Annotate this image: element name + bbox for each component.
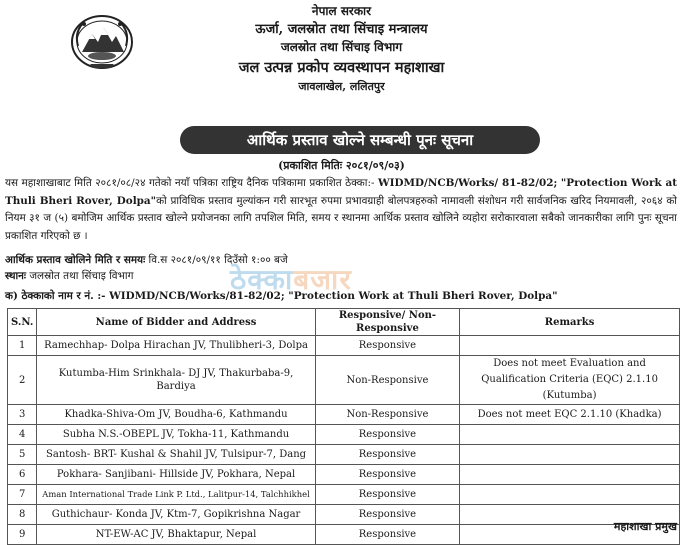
row-sn: 9 [8,525,37,545]
row-sn: 1 [8,336,37,356]
venue-value: जलस्रोत तथा सिंचाइ विभाग [29,270,134,282]
table-row [8,485,680,505]
row-sn: 3 [8,405,37,425]
row-remarks [460,485,680,505]
row-bidder: Kutumba-Him Srinkhala- DJ JV, Thakurbaba-9, Bardiya [37,356,315,405]
opening-label: आर्थिक प्रस्ताव खोलिने मिति र समयः [5,254,146,266]
division-name: जल उत्पन्न प्रकोप व्यवस्थापन महाशाखा [238,59,445,76]
row-bidder: Khadka-Shiva-Om JV, Boudha-6, Kathmandu [37,405,315,425]
paragraph-contract-ref: WIDMD/NCB/Works/ 81-82/02; [377,177,558,189]
notice-paragraph [5,175,677,245]
row-status: Responsive [315,425,459,445]
row-bidder: Ramechhap- Dolpa Hirachan JV, Thulibheri-3, Dolpa [37,336,315,356]
table-row [8,405,680,425]
row-status: Responsive [315,445,459,465]
row-sn: 6 [8,465,37,485]
row-status: Non-Responsive [315,356,459,405]
header-remarks: Remarks [460,309,680,336]
paragraph-contract-name: "Protection Work at Thuli Bheri Rover, Dolpa" [5,177,677,207]
row-bidder: Guthichaur- Konda JV, Ktm-7, Gopikrishna Nagar [37,505,315,525]
row-status: Responsive [315,336,459,356]
watermark-part1: ठेक्का [230,263,294,296]
row-sn: 5 [8,445,37,465]
row-bidder: Pokhara- Sanjibani- Hillside JV, Pokhara, Nepal [37,465,315,485]
table-row [8,336,680,356]
row-remarks [460,445,680,465]
row-remarks: Does not meet Evaluation and Qualification Criteria (EQC) 2.1.10 (Kutumba) [460,356,680,405]
row-status: Non-Responsive [315,405,459,425]
publish-date: (प्रकाशित मितिः २०८१/०९/०३) [278,159,405,172]
table-row [8,525,680,545]
office-header [0,3,683,94]
notice-title-banner: आर्थिक प्रस्ताव खोल्ने सम्बन्धी पूनः सूचना [180,126,540,154]
row-sn: 8 [8,505,37,525]
row-bidder: Santosh- BRT- Kushal & Shahil JV, Tulsipur-7, Dang [37,445,315,465]
row-status: Responsive [315,485,459,505]
row-remarks [460,336,680,356]
contract-line-value: WIDMD/NCB/Works/81-82/02; "Protection Work at Thuli Bheri Rover, Dolpa" [109,290,558,302]
table-row [8,445,680,465]
row-bidder: NT-EW-AC JV, Bhaktapur, Nepal [37,525,315,545]
header-status: Responsive/ Non-Responsive [315,309,459,336]
paragraph-body: को प्राविधिक प्रस्ताव मुल्यांकन गरी सारभूत रुपमा प्रभावग्राही बोलपत्रहरुको नामावली संशोधन गरी सार्वजनिक खरिद नियमावली, २०६४ को नियम ३१ ज (५) बमोजिम आर्थिक प्रस्ताव खोल्ने प्रयोजनका लागि तपशिल मिति, समय र स्थानमा आर्थिक प्रस्ताव खोलिने व्यहोरा सरोकारवाला सबैको जानकारीका लागि पुनः सूचना प्रकाशित गरिएको छ । [5,194,677,242]
contract-line-label: क) ठेक्काको नाम र नं. :- [5,290,106,302]
row-sn: 2 [8,356,37,405]
table-row [8,465,680,485]
table-row [8,505,680,525]
opening-value: वि.स २०८१/०९/११ दिउँसो १:०० बजे [148,254,288,266]
row-bidder: Subha N.S.-OBEPL JV, Tokha-11, Kathmandu [37,425,315,445]
row-sn: 4 [8,425,37,445]
department-name: जलस्रोत तथा सिंचाइ विभाग [280,40,403,54]
signature-title: महाशाखा प्रमुख [613,520,677,533]
contract-line [5,289,558,304]
table-header-row [8,309,680,336]
row-status: Responsive [315,505,459,525]
row-status: Responsive [315,525,459,545]
office-address: जावलाखेल, ललितपुर [298,80,385,93]
header-bidder: Name of Bidder and Address [37,309,315,336]
venue-line [5,269,133,284]
header-sn: S.N. [8,309,37,336]
bidder-table [7,308,680,545]
paragraph-intro: यस महाशाखाबाट मिति २०८१/०८/२४ गतेको नयाँ पत्रिका राष्ट्रिय दैनिक पत्रिकामा प्रकाशित ठेक्का:- [5,177,375,189]
table-row [8,425,680,445]
row-remarks [460,465,680,485]
row-remarks: Does not meet EQC 2.1.10 (Khadka) [460,405,680,425]
row-status: Responsive [315,465,459,485]
table-row [8,356,680,405]
row-sn: 7 [8,485,37,505]
watermark-part2: बजार [293,263,352,296]
row-bidder: Aman International Trade Link P. Ltd., Lalitpur-14, Talchhikhel [37,485,315,505]
government-name: नेपाल सरकार [311,4,372,18]
venue-label: स्थानः [5,270,27,282]
ministry-name: ऊर्जा, जलस्रोत तथा सिंचाइ मन्त्रालय [255,22,428,37]
row-remarks [460,425,680,445]
